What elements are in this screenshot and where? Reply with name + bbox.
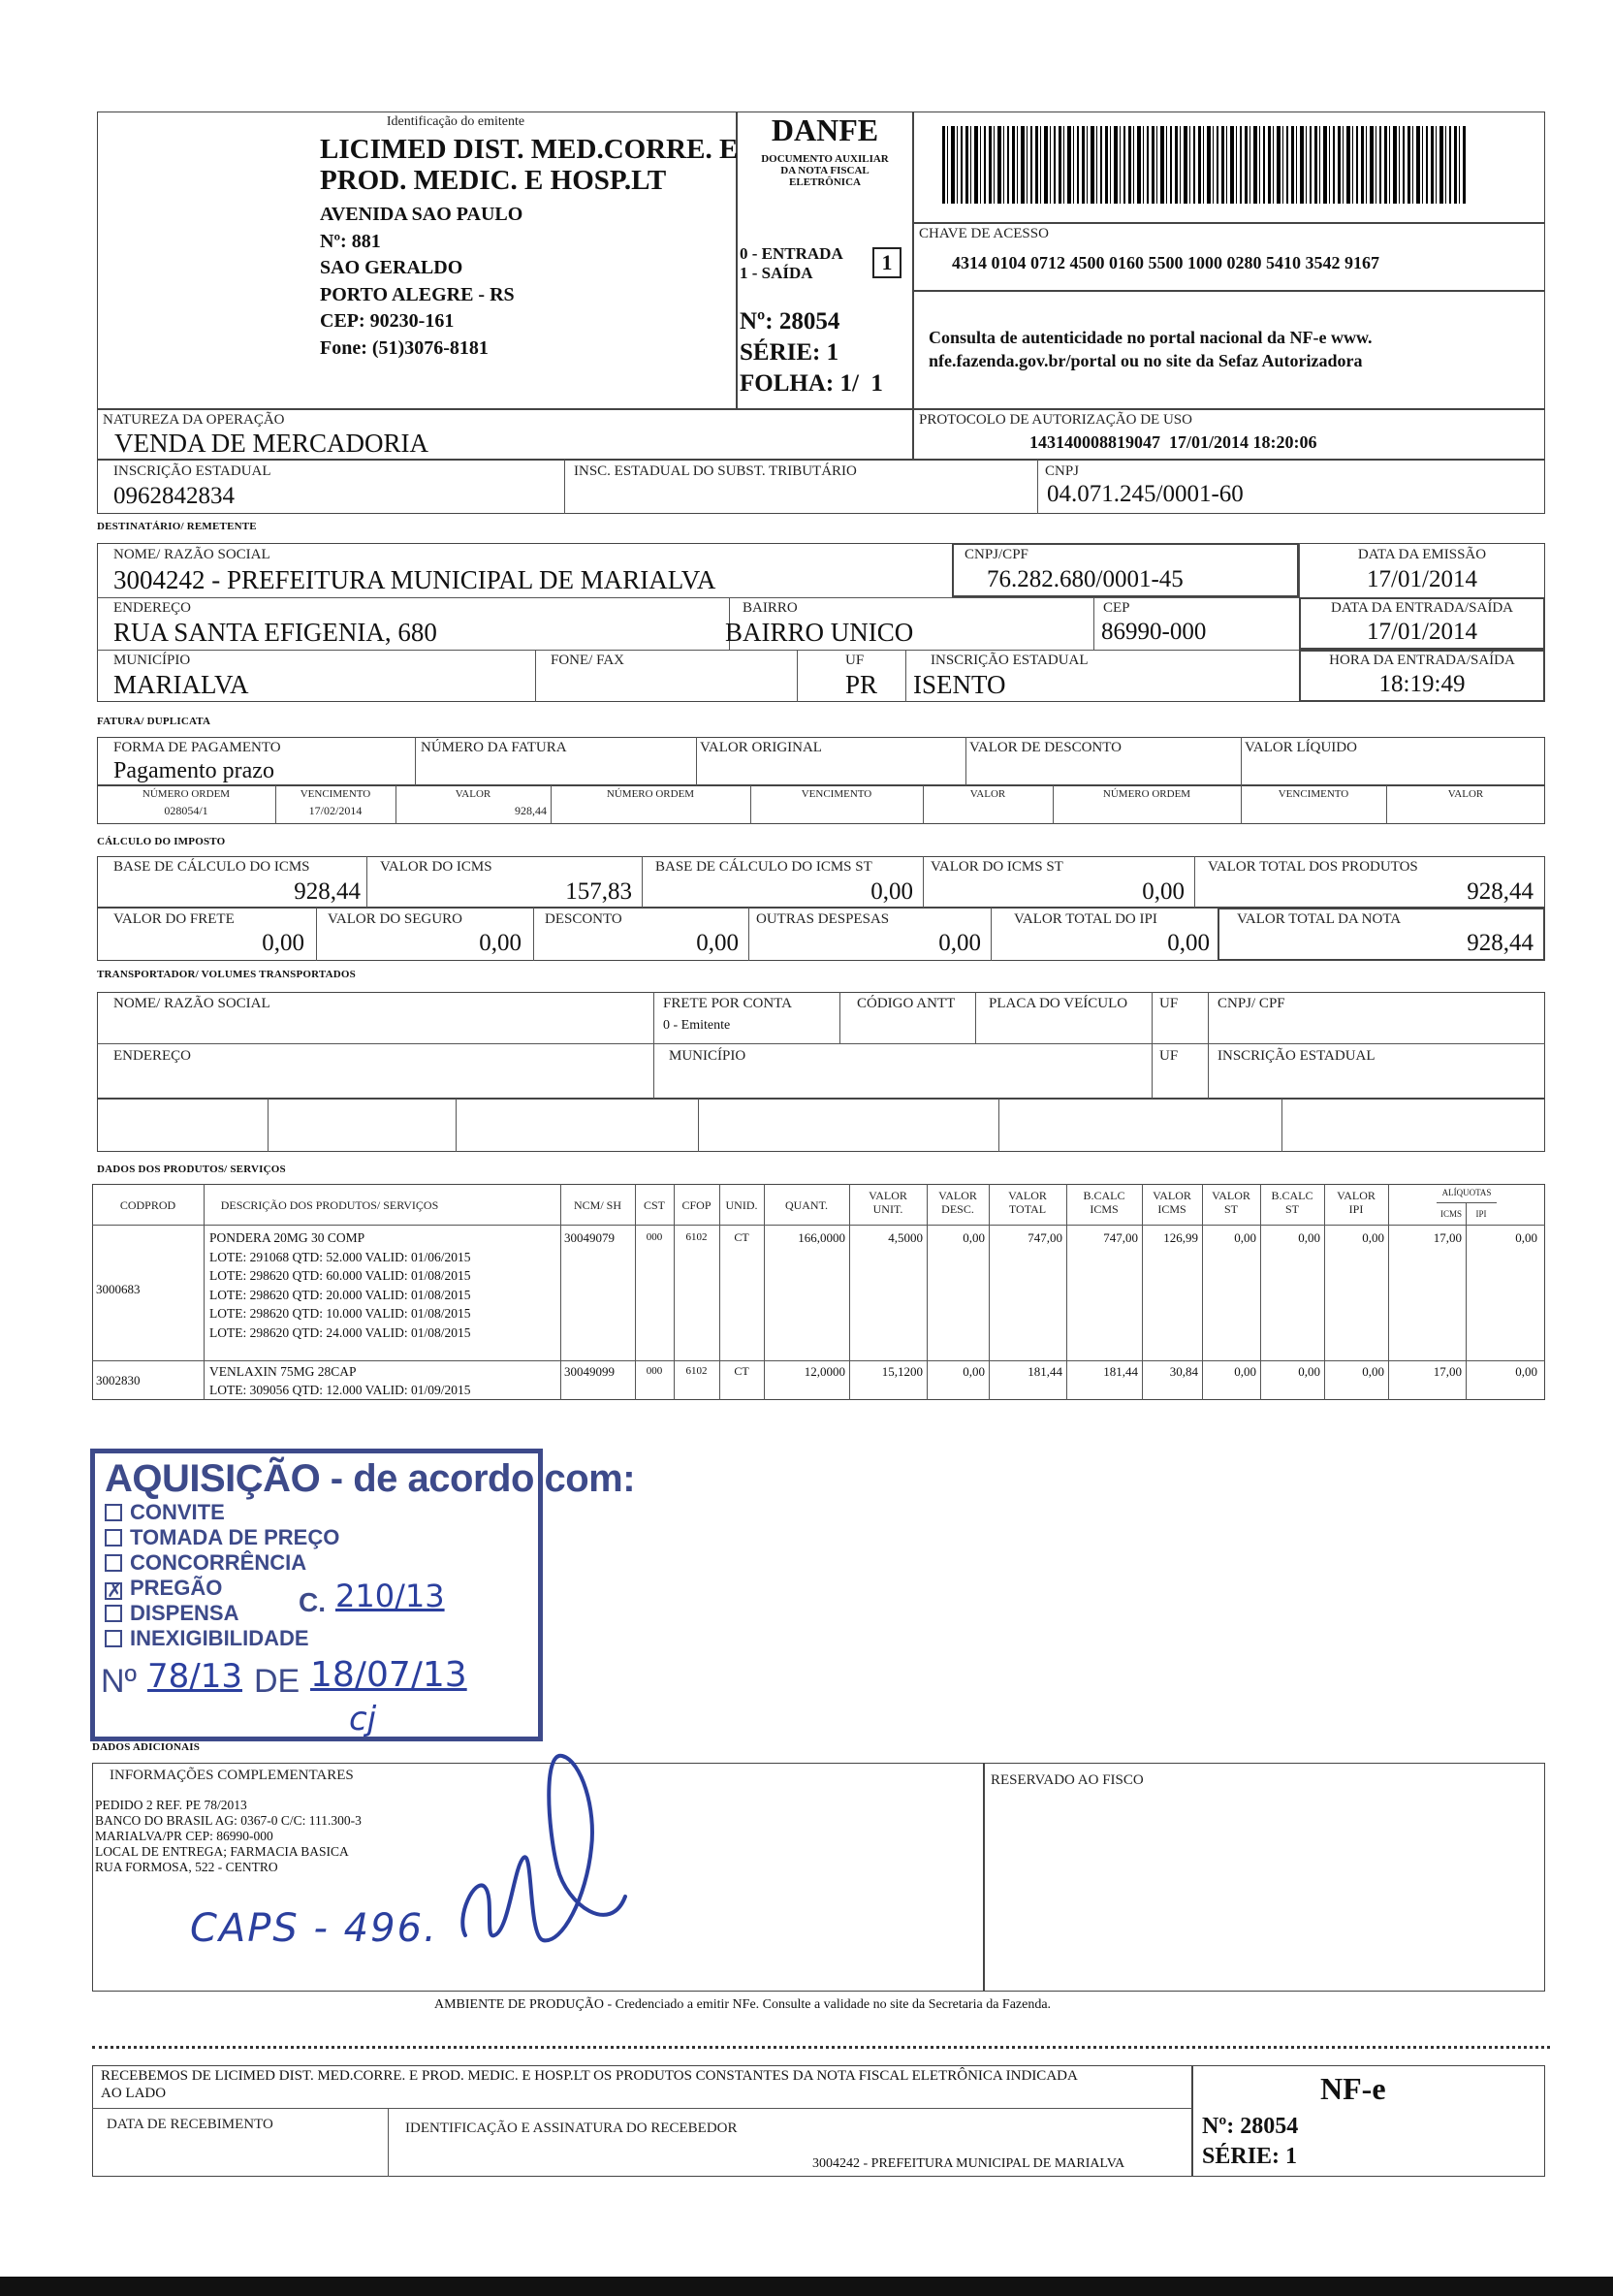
produtos-section: DADOS DOS PRODUTOS/ SERVIÇOS bbox=[97, 1164, 286, 1175]
outras-label: OUTRAS DESPESAS bbox=[756, 911, 890, 927]
item-desc-line: LOTE: 298620 QTD: 24.000 VALID: 01/08/2015 bbox=[209, 1324, 471, 1340]
transp-nome-label: NOME/ RAZÃO SOCIAL bbox=[113, 996, 270, 1011]
danfe-subtitle-line: DOCUMENTO AUXILIAR bbox=[761, 153, 889, 165]
danfe-numero: Nº: 28054 bbox=[740, 308, 840, 335]
canhoto-numero: Nº: 28054 bbox=[1202, 2114, 1299, 2139]
checkbox-icon bbox=[105, 1529, 122, 1547]
item-valor-desc: 0,00 bbox=[963, 1230, 985, 1245]
info-line: BANCO DO BRASIL AG: 0367-0 C/C: 111.300-3 bbox=[95, 1813, 362, 1828]
item-valor-ipi: 0,00 bbox=[1362, 1230, 1384, 1245]
stamp-title: AQUISIÇÃO - de acordo com: bbox=[105, 1457, 636, 1500]
total-produtos-value: 928,44 bbox=[1467, 878, 1534, 905]
transp-antt-label: CÓDIGO ANTT bbox=[857, 996, 956, 1011]
transportador-section: TRANSPORTADOR/ VOLUMES TRANSPORTADOS bbox=[97, 969, 356, 980]
dest-bairro: BAIRRO UNICO bbox=[725, 618, 914, 647]
item-valor-ipi: 0,00 bbox=[1362, 1364, 1384, 1379]
transp-municipio-label: MUNICÍPIO bbox=[669, 1048, 746, 1064]
transp-frete-value: 0 - Emitente bbox=[663, 1018, 731, 1033]
dup-numero: 028054/1 bbox=[164, 804, 208, 817]
dest-uf: PR bbox=[845, 670, 878, 699]
valor-icms-st-value: 0,00 bbox=[1142, 878, 1185, 905]
dest-municipio: MARIALVA bbox=[113, 670, 249, 699]
item-quant: 166,0000 bbox=[798, 1230, 845, 1245]
col-header-descricao: DESCRIÇÃO DOS PRODUTOS/ SERVIÇOS bbox=[220, 1198, 439, 1212]
info-line: MARIALVA/PR CEP: 86990-000 bbox=[95, 1829, 273, 1843]
dup-header: VALOR bbox=[1447, 788, 1484, 800]
aquisicao-stamp bbox=[90, 1449, 636, 1741]
col-header-valor-total: VALOR TOTAL bbox=[1008, 1189, 1047, 1216]
dest-endereco: RUA SANTA EFIGENIA, 680 bbox=[113, 618, 437, 647]
address-line: Nº: 881 bbox=[320, 230, 381, 252]
dest-emissao-label: DATA DA EMISSÃO bbox=[1357, 547, 1487, 562]
fatura-forma: Pagamento prazo bbox=[113, 758, 274, 783]
stamp-option-label: DISPENSA bbox=[130, 1601, 239, 1625]
col-header-quant: QUANT. bbox=[784, 1198, 829, 1212]
dest-nome-label: NOME/ RAZÃO SOCIAL bbox=[113, 547, 270, 562]
fatura-liquido-label: VALOR LÍQUIDO bbox=[1245, 740, 1357, 755]
dest-cep: 86990-000 bbox=[1101, 619, 1207, 645]
fisco-box bbox=[984, 1763, 1545, 1992]
ambiente-text: AMBIENTE DE PRODUÇÃO - Credenciado a emitir NFe. Consulte a validade no site da Secretaria da Fazenda. bbox=[434, 1997, 1052, 2012]
col-header-bcalc-st: B.CALC ST bbox=[1271, 1189, 1313, 1216]
col-header-aliquotas: ALÍQUOTAS bbox=[1441, 1188, 1492, 1197]
stamp-n-label: Nº bbox=[101, 1663, 137, 1700]
stamp-c-label: C. bbox=[299, 1587, 326, 1617]
item-cfop: 6102 bbox=[685, 1231, 708, 1243]
base-icms-st-value: 0,00 bbox=[870, 878, 913, 905]
scan-bottom-edge bbox=[0, 2277, 1613, 2296]
consulta-line1: Consulta de autenticidade no portal nacional da NF-e www. bbox=[929, 328, 1373, 347]
dest-endereco-label: ENDEREÇO bbox=[113, 600, 191, 616]
col-header-bcalc-icms: B.CALC ICMS bbox=[1083, 1189, 1125, 1216]
stamp-c-value: 210/13 bbox=[335, 1578, 445, 1614]
stamp-option-label: CONVITE bbox=[130, 1500, 225, 1524]
item-valor-total: 747,00 bbox=[1028, 1230, 1062, 1245]
frete-label: VALOR DO FRETE bbox=[113, 911, 235, 927]
danfe-subtitle bbox=[737, 153, 913, 188]
item-desc-line: LOTE: 298620 QTD: 60.000 VALID: 01/08/2015 bbox=[209, 1268, 471, 1283]
imposto-section: CÁLCULO DO IMPOSTO bbox=[97, 836, 226, 847]
item-valor-unit: 4,5000 bbox=[888, 1230, 923, 1245]
seguro-value: 0,00 bbox=[479, 930, 522, 956]
info-lines bbox=[95, 1798, 362, 1875]
col-header-valor-st: VALOR ST bbox=[1212, 1189, 1250, 1216]
desconto-value: 0,00 bbox=[696, 930, 739, 956]
item-aliq-icms: 17,00 bbox=[1433, 1230, 1462, 1245]
col-header-aliq-icms: ICMS bbox=[1439, 1209, 1462, 1219]
item-desc-line: LOTE: 291068 QTD: 52.000 VALID: 01/06/2015 bbox=[209, 1249, 471, 1264]
checkbox-icon bbox=[105, 1605, 122, 1622]
stamp-option-label: PREGÃO bbox=[130, 1576, 223, 1600]
dup-header: VENCIMENTO bbox=[1278, 788, 1349, 800]
fisco-label: RESERVADO AO FISCO bbox=[991, 1772, 1144, 1788]
cut-line bbox=[92, 2046, 1550, 2049]
address-line: Fone: (51)3076-8181 bbox=[320, 336, 489, 359]
outras-value: 0,00 bbox=[938, 930, 981, 956]
address-line: CEP: 90230-161 bbox=[320, 310, 455, 332]
emitente-address bbox=[320, 202, 522, 362]
col-header-cst: CST bbox=[643, 1198, 665, 1212]
transp-cnpj-label: CNPJ/ CPF bbox=[1218, 996, 1285, 1011]
dest-emissao: 17/01/2014 bbox=[1367, 566, 1477, 592]
barcode-image bbox=[942, 126, 1466, 204]
dest-municipio-label: MUNICÍPIO bbox=[113, 653, 191, 668]
col-header-valor-desc: VALOR DESC. bbox=[938, 1189, 977, 1216]
emitente-name-line2: PROD. MEDIC. E HOSP.LT bbox=[320, 165, 667, 196]
transp-placa-label: PLACA DO VEÍCULO bbox=[989, 996, 1128, 1011]
emitente-name-line1: LICIMED DIST. MED.CORRE. E bbox=[320, 134, 739, 165]
consulta-line2: nfe.fazenda.gov.br/portal ou no site da Sefaz Autorizadora bbox=[929, 351, 1363, 370]
info-line: PEDIDO 2 REF. PE 78/2013 bbox=[95, 1798, 247, 1812]
col-header-unid: UNID. bbox=[725, 1198, 758, 1212]
dest-nome: 3004242 - PREFEITURA MUNICIPAL DE MARIALVA bbox=[113, 565, 716, 594]
valor-icms-label: VALOR DO ICMS bbox=[380, 859, 492, 875]
total-nota-value: 928,44 bbox=[1467, 930, 1534, 956]
item-aliq-ipi: 0,00 bbox=[1515, 1230, 1537, 1245]
dest-bairro-label: BAIRRO bbox=[743, 600, 798, 616]
consulta-box bbox=[913, 291, 1545, 409]
item-valor-desc: 0,00 bbox=[963, 1364, 985, 1379]
item-quant: 12,0000 bbox=[804, 1364, 845, 1379]
checkbox-icon bbox=[105, 1504, 122, 1521]
col-header-valor-icms: VALOR ICMS bbox=[1153, 1189, 1191, 1216]
fatura-section: FATURA/ DUPLICATA bbox=[97, 716, 211, 727]
dup-header: NÚMERO ORDEM bbox=[142, 788, 231, 800]
danfe-title: DANFE bbox=[771, 112, 879, 147]
total-ipi-label: VALOR TOTAL DO IPI bbox=[1014, 911, 1157, 927]
cnpj-value: 04.071.245/0001-60 bbox=[1047, 481, 1244, 507]
checkbox-icon bbox=[105, 1630, 122, 1647]
item-ncm: 30049079 bbox=[564, 1230, 615, 1245]
item-desc bbox=[209, 1362, 471, 1399]
handwritten-caps: CAPS - 496. bbox=[190, 1906, 438, 1951]
transp-ie-label: INSCRIÇÃO ESTADUAL bbox=[1218, 1048, 1376, 1064]
transp-endereco-label: ENDEREÇO bbox=[113, 1048, 191, 1064]
item-desc-line: LOTE: 309056 QTD: 12.000 VALID: 01/09/2015 bbox=[209, 1383, 471, 1397]
danfe-folha: FOLHA: 1/ 1 bbox=[740, 370, 883, 397]
stamp-de-value: 18/07/13 bbox=[310, 1655, 467, 1695]
col-header-aliq-ipi: IPI bbox=[1475, 1209, 1487, 1219]
dest-cep-label: CEP bbox=[1103, 600, 1130, 616]
stamp-option-checked bbox=[105, 1576, 222, 1601]
danfe-tipo-box: 1 bbox=[872, 247, 901, 278]
stamp-option-label: TOMADA DE PREÇO bbox=[130, 1525, 340, 1549]
stamp-initials: cj bbox=[349, 1700, 377, 1738]
volumes-box bbox=[97, 1099, 1545, 1152]
ie-label: INSCRIÇÃO ESTADUAL bbox=[113, 463, 271, 479]
destinatario-section: DESTINATÁRIO/ REMETENTE bbox=[97, 521, 257, 532]
fatura-numero-label: NÚMERO DA FATURA bbox=[421, 740, 567, 755]
total-nota-label: VALOR TOTAL DA NOTA bbox=[1237, 911, 1402, 927]
chave-label: CHAVE DE ACESSO bbox=[919, 226, 1049, 241]
protocolo-label: PROTOCOLO DE AUTORIZAÇÃO DE USO bbox=[919, 412, 1192, 428]
dest-uf-label: UF bbox=[845, 653, 865, 668]
dest-cnpj: 76.282.680/0001-45 bbox=[987, 566, 1184, 592]
danfe-saida: 1 - SAÍDA bbox=[740, 264, 813, 282]
seguro-label: VALOR DO SEGURO bbox=[328, 911, 462, 927]
item-valor-total: 181,44 bbox=[1028, 1364, 1062, 1379]
dup-header: NÚMERO ORDEM bbox=[1102, 788, 1191, 800]
stamp-n-value: 78/13 bbox=[147, 1657, 242, 1696]
canhoto-serie: SÉRIE: 1 bbox=[1202, 2144, 1298, 2169]
item-valor-st: 0,00 bbox=[1234, 1230, 1256, 1245]
item-aliq-ipi: 0,00 bbox=[1515, 1364, 1537, 1379]
desconto-label: DESCONTO bbox=[545, 911, 622, 927]
cnpj-label: CNPJ bbox=[1045, 463, 1080, 479]
item-cst: 000 bbox=[646, 1365, 663, 1377]
dest-hora-label: HORA DA ENTRADA/SAÍDA bbox=[1329, 653, 1515, 668]
ie-value: 0962842834 bbox=[113, 483, 235, 509]
valor-icms-value: 157,83 bbox=[565, 878, 632, 905]
base-icms-value: 928,44 bbox=[294, 878, 361, 905]
total-produtos-label: VALOR TOTAL DOS PRODUTOS bbox=[1208, 859, 1418, 875]
address-line: PORTO ALEGRE - RS bbox=[320, 283, 515, 305]
recebemos-line1: RECEBEMOS DE LICIMED DIST. MED.CORRE. E PROD. MEDIC. E HOSP.LT OS PRODUTOS CONSTANTES DA NOTA FISCAL ELETRÔNICA INDICADA bbox=[101, 2068, 1078, 2084]
col-header-valor-unit: VALOR UNIT. bbox=[869, 1189, 907, 1216]
canhoto-nfe-title: NF-e bbox=[1320, 2071, 1386, 2106]
stamp-de-label: DE bbox=[254, 1663, 300, 1700]
dup-header: VALOR bbox=[969, 788, 1006, 800]
item-bcalc-icms: 181,44 bbox=[1103, 1364, 1138, 1379]
danfe-serie: SÉRIE: 1 bbox=[740, 339, 839, 366]
item-aliq-icms: 17,00 bbox=[1433, 1364, 1462, 1379]
stamp-option-label: CONCORRÊNCIA bbox=[130, 1550, 307, 1575]
base-icms-label: BASE DE CÁLCULO DO ICMS bbox=[113, 859, 310, 875]
item-cod: 3002830 bbox=[96, 1373, 141, 1387]
chave-value: 4314 0104 0712 4500 0160 5500 1000 0280 5410 3542 9167 bbox=[952, 253, 1379, 272]
danfe-entrada: 0 - ENTRADA bbox=[740, 244, 843, 263]
ie-st-label: INSC. ESTADUAL DO SUBST. TRIBUTÁRIO bbox=[574, 463, 857, 479]
dup-header: VENCIMENTO bbox=[300, 788, 371, 800]
dest-ie-label: INSCRIÇÃO ESTADUAL bbox=[931, 653, 1089, 668]
item-valor-unit: 15,1200 bbox=[881, 1364, 923, 1379]
dup-header: VENCIMENTO bbox=[801, 788, 872, 800]
dup-header: NÚMERO ORDEM bbox=[606, 788, 695, 800]
stamp-option bbox=[105, 1500, 225, 1525]
fatura-forma-label: FORMA DE PAGAMENTO bbox=[113, 740, 281, 755]
item-valor-icms: 30,84 bbox=[1169, 1364, 1198, 1379]
danfe-subtitle-line: DA NOTA FISCAL bbox=[780, 165, 870, 176]
item-unid: CT bbox=[734, 1364, 749, 1378]
col-header-codprod: CODPROD bbox=[119, 1198, 176, 1212]
ident-assinatura-label: IDENTIFICAÇÃO E ASSINATURA DO RECEBEDOR bbox=[405, 2121, 738, 2136]
natureza-label: NATUREZA DA OPERAÇÃO bbox=[103, 412, 285, 428]
item-bcalc-st: 0,00 bbox=[1298, 1230, 1320, 1245]
stamp-option bbox=[105, 1626, 309, 1651]
dup-header: VALOR bbox=[455, 788, 491, 800]
item-bcalc-st: 0,00 bbox=[1298, 1364, 1320, 1379]
protocolo-value: 143140008819047 17/01/2014 18:20:06 bbox=[1029, 432, 1317, 452]
col-header-valor-ipi: VALOR IPI bbox=[1337, 1189, 1376, 1216]
fatura-original-label: VALOR ORIGINAL bbox=[700, 740, 822, 755]
transportador-box bbox=[97, 992, 1545, 1099]
stamp-option bbox=[105, 1601, 238, 1626]
address-line: SAO GERALDO bbox=[320, 257, 463, 278]
item-desc bbox=[209, 1228, 471, 1342]
item-valor-icms: 126,99 bbox=[1163, 1230, 1198, 1245]
address-line: AVENIDA SAO PAULO bbox=[320, 204, 523, 225]
transp-uf-label: UF bbox=[1159, 996, 1179, 1011]
emitente-heading: Identificação do emitente bbox=[386, 114, 525, 129]
dest-fone-label: FONE/ FAX bbox=[551, 653, 624, 668]
info-line: RUA FORMOSA, 522 - CENTRO bbox=[95, 1860, 278, 1874]
item-desc-line: PONDERA 20MG 30 COMP bbox=[209, 1230, 365, 1245]
transp-uf2-label: UF bbox=[1159, 1048, 1179, 1064]
item-valor-st: 0,00 bbox=[1234, 1364, 1256, 1379]
stamp-option-label: INEXIGIBILIDADE bbox=[130, 1626, 309, 1650]
dest-ie: ISENTO bbox=[913, 670, 1006, 699]
item-ncm: 30049099 bbox=[564, 1364, 615, 1379]
item-cst: 000 bbox=[646, 1231, 663, 1243]
item-desc-line: VENLAXIN 75MG 28CAP bbox=[209, 1364, 357, 1379]
dest-cnpj-label: CNPJ/CPF bbox=[965, 547, 1028, 562]
natureza-value: VENDA DE MERCADORIA bbox=[114, 429, 428, 458]
fatura-desconto-label: VALOR DE DESCONTO bbox=[969, 740, 1122, 755]
frete-value: 0,00 bbox=[262, 930, 304, 956]
base-icms-st-label: BASE DE CÁLCULO DO ICMS ST bbox=[655, 859, 872, 875]
valor-icms-st-label: VALOR DO ICMS ST bbox=[931, 859, 1063, 875]
recebemos-line2: AO LADO bbox=[101, 2086, 167, 2101]
info-line: LOCAL DE ENTREGA; FARMACIA BASICA bbox=[95, 1844, 349, 1859]
data-recebimento-label: DATA DE RECEBIMENTO bbox=[107, 2117, 273, 2132]
item-cfop: 6102 bbox=[685, 1365, 708, 1377]
transp-frete-label: FRETE POR CONTA bbox=[663, 996, 792, 1011]
stamp-option bbox=[105, 1550, 306, 1576]
item-desc-line: LOTE: 298620 QTD: 20.000 VALID: 01/08/2015 bbox=[209, 1287, 471, 1302]
dup-valor: 928,44 bbox=[515, 804, 547, 817]
item-cod: 3000683 bbox=[96, 1282, 141, 1296]
item-desc-line: LOTE: 298620 QTD: 10.000 VALID: 01/08/2015 bbox=[209, 1306, 471, 1321]
dest-entrada: 17/01/2014 bbox=[1367, 619, 1477, 645]
danfe-subtitle-line: ELETRÔNICA bbox=[789, 176, 861, 188]
checked-checkbox-icon: ✗ bbox=[107, 1580, 123, 1602]
col-header-cfop: CFOP bbox=[681, 1198, 712, 1212]
checkbox-icon bbox=[105, 1554, 122, 1572]
dest-hora: 18:19:49 bbox=[1378, 671, 1466, 697]
canhoto-destinatario: 3004242 - PREFEITURA MUNICIPAL DE MARIALVA bbox=[812, 2156, 1125, 2171]
col-header-ncm: NCM/ SH bbox=[573, 1198, 621, 1212]
item-bcalc-icms: 747,00 bbox=[1103, 1230, 1138, 1245]
total-ipi-value: 0,00 bbox=[1167, 930, 1210, 956]
signature-scribble bbox=[417, 1751, 630, 1964]
info-label: INFORMAÇÕES COMPLEMENTARES bbox=[110, 1768, 354, 1783]
dup-vencimento: 17/02/2014 bbox=[308, 804, 363, 817]
item-unid: CT bbox=[734, 1230, 749, 1244]
stamp-option bbox=[105, 1525, 339, 1550]
dest-entrada-label: DATA DA ENTRADA/SAÍDA bbox=[1331, 600, 1513, 616]
adicionais-section: DADOS ADICIONAIS bbox=[92, 1741, 201, 1753]
